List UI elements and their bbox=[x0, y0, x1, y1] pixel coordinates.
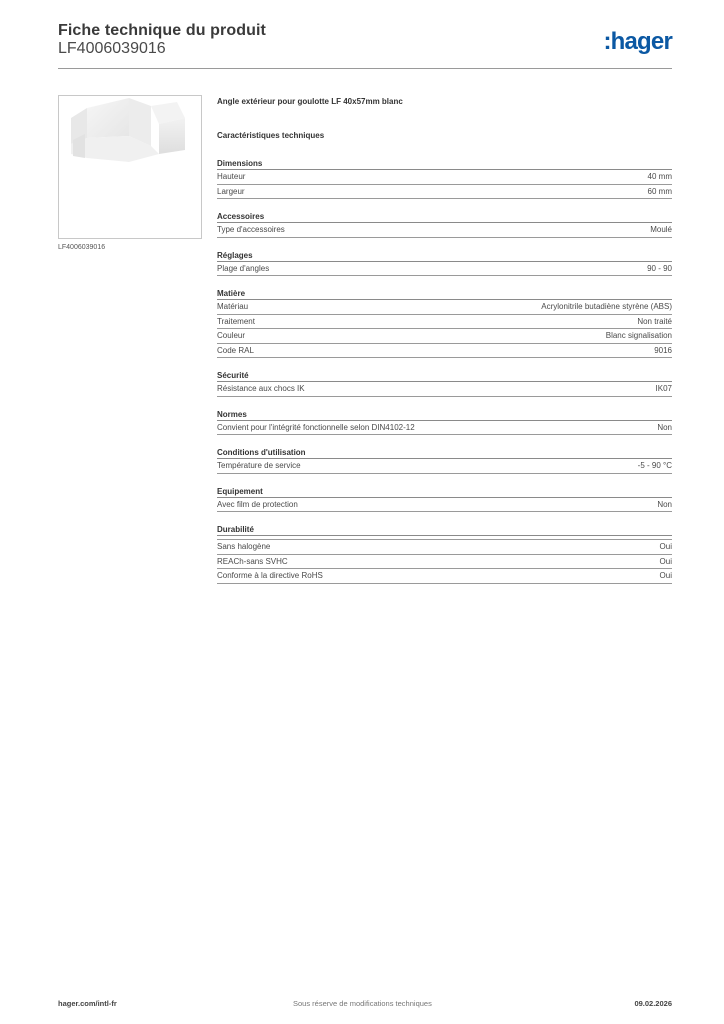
section-title: Equipement bbox=[217, 483, 672, 498]
section-matiere bbox=[217, 285, 672, 358]
spec-row bbox=[217, 223, 672, 238]
section-title: Conditions d'utilisation bbox=[217, 444, 672, 459]
section-title: Normes bbox=[217, 406, 672, 421]
page-header bbox=[58, 22, 672, 68]
section-reglages bbox=[217, 247, 672, 277]
spec-row bbox=[217, 344, 672, 359]
section-title: Durabilité bbox=[217, 521, 672, 536]
spec-row bbox=[217, 382, 672, 397]
spec-value: IK07 bbox=[655, 384, 672, 393]
spec-label: Couleur bbox=[217, 331, 246, 340]
spec-label: Matériau bbox=[217, 302, 249, 311]
footer-website-link[interactable]: hager.com/intl-fr bbox=[58, 999, 117, 1008]
spec-row bbox=[217, 170, 672, 185]
footer-notice: Sous réserve de modifications techniques bbox=[293, 999, 432, 1008]
section-title: Sécurité bbox=[217, 367, 672, 382]
spec-row bbox=[217, 421, 672, 436]
section-title: Accessoires bbox=[217, 208, 672, 223]
spec-value: Non bbox=[657, 499, 672, 509]
spec-label: REACh-sans SVHC bbox=[217, 556, 288, 566]
spec-value: 40 mm bbox=[647, 172, 672, 181]
spec-row bbox=[217, 459, 672, 474]
spec-value: -5 - 90 °C bbox=[637, 461, 672, 470]
product-image bbox=[58, 95, 202, 239]
spec-row bbox=[217, 329, 672, 344]
product-reference: LF4006039016 bbox=[58, 40, 166, 57]
spec-label: Convient pour l'intégrité fonctionnelle selon DIN4102-12 bbox=[217, 422, 415, 432]
spec-label: Résistance aux chocs IK bbox=[217, 384, 305, 393]
spec-label: Hauteur bbox=[217, 172, 246, 181]
spec-label: Type d'accessoires bbox=[217, 225, 285, 234]
spec-row bbox=[217, 300, 672, 315]
section-title: Dimensions bbox=[217, 155, 672, 170]
image-caption: LF4006039016 bbox=[58, 244, 106, 251]
spec-row bbox=[217, 569, 672, 584]
spec-row bbox=[217, 555, 672, 570]
spec-value: 9016 bbox=[654, 345, 672, 355]
spec-row bbox=[217, 498, 672, 513]
spec-value: Oui bbox=[659, 542, 672, 551]
section-title: Réglages bbox=[217, 247, 672, 262]
spec-value: Non bbox=[657, 422, 672, 432]
corner-duct-illustration bbox=[59, 96, 201, 238]
spec-value: Oui bbox=[659, 571, 672, 580]
section-normes bbox=[217, 406, 672, 436]
spec-row bbox=[217, 185, 672, 200]
spec-value: Blanc signalisation bbox=[605, 331, 672, 340]
section-equipement bbox=[217, 483, 672, 513]
hager-logo: :hager bbox=[603, 28, 672, 55]
spec-value: 60 mm bbox=[647, 186, 672, 196]
spec-label: Température de service bbox=[217, 461, 301, 470]
spec-row bbox=[217, 262, 672, 277]
spec-row bbox=[217, 315, 672, 330]
section-durabilite bbox=[217, 521, 672, 584]
spec-label: Traitement bbox=[217, 316, 255, 326]
product-name: Angle extérieur pour goulotte LF 40x57mm blanc bbox=[217, 97, 403, 106]
spec-label: Conforme à la directive RoHS bbox=[217, 571, 323, 580]
spec-value: Moulé bbox=[650, 225, 672, 234]
page-title: Fiche technique du produit bbox=[58, 22, 266, 39]
section-securite bbox=[217, 367, 672, 397]
spec-label: Largeur bbox=[217, 186, 245, 196]
spec-value: Non traité bbox=[637, 316, 672, 326]
spec-value: Acrylonitrile butadiène styrène (ABS) bbox=[541, 302, 672, 311]
spec-value: 90 - 90 bbox=[647, 263, 672, 273]
spec-label: Avec film de protection bbox=[217, 499, 298, 509]
section-dimensions bbox=[217, 155, 672, 199]
spec-label: Sans halogène bbox=[217, 542, 271, 551]
header-divider bbox=[58, 68, 672, 69]
spec-label: Code RAL bbox=[217, 345, 254, 355]
section-conditions-utilisation bbox=[217, 444, 672, 474]
footer-date: 09.02.2026 bbox=[634, 999, 672, 1008]
spec-content bbox=[217, 97, 672, 584]
page-footer bbox=[58, 999, 672, 1011]
spec-label: Plage d'angles bbox=[217, 263, 270, 273]
spec-heading: Caractéristiques techniques bbox=[217, 131, 325, 140]
section-title: Matière bbox=[217, 285, 672, 300]
section-accessoires bbox=[217, 208, 672, 238]
spec-row bbox=[217, 540, 672, 555]
spec-value: Oui bbox=[659, 556, 672, 566]
